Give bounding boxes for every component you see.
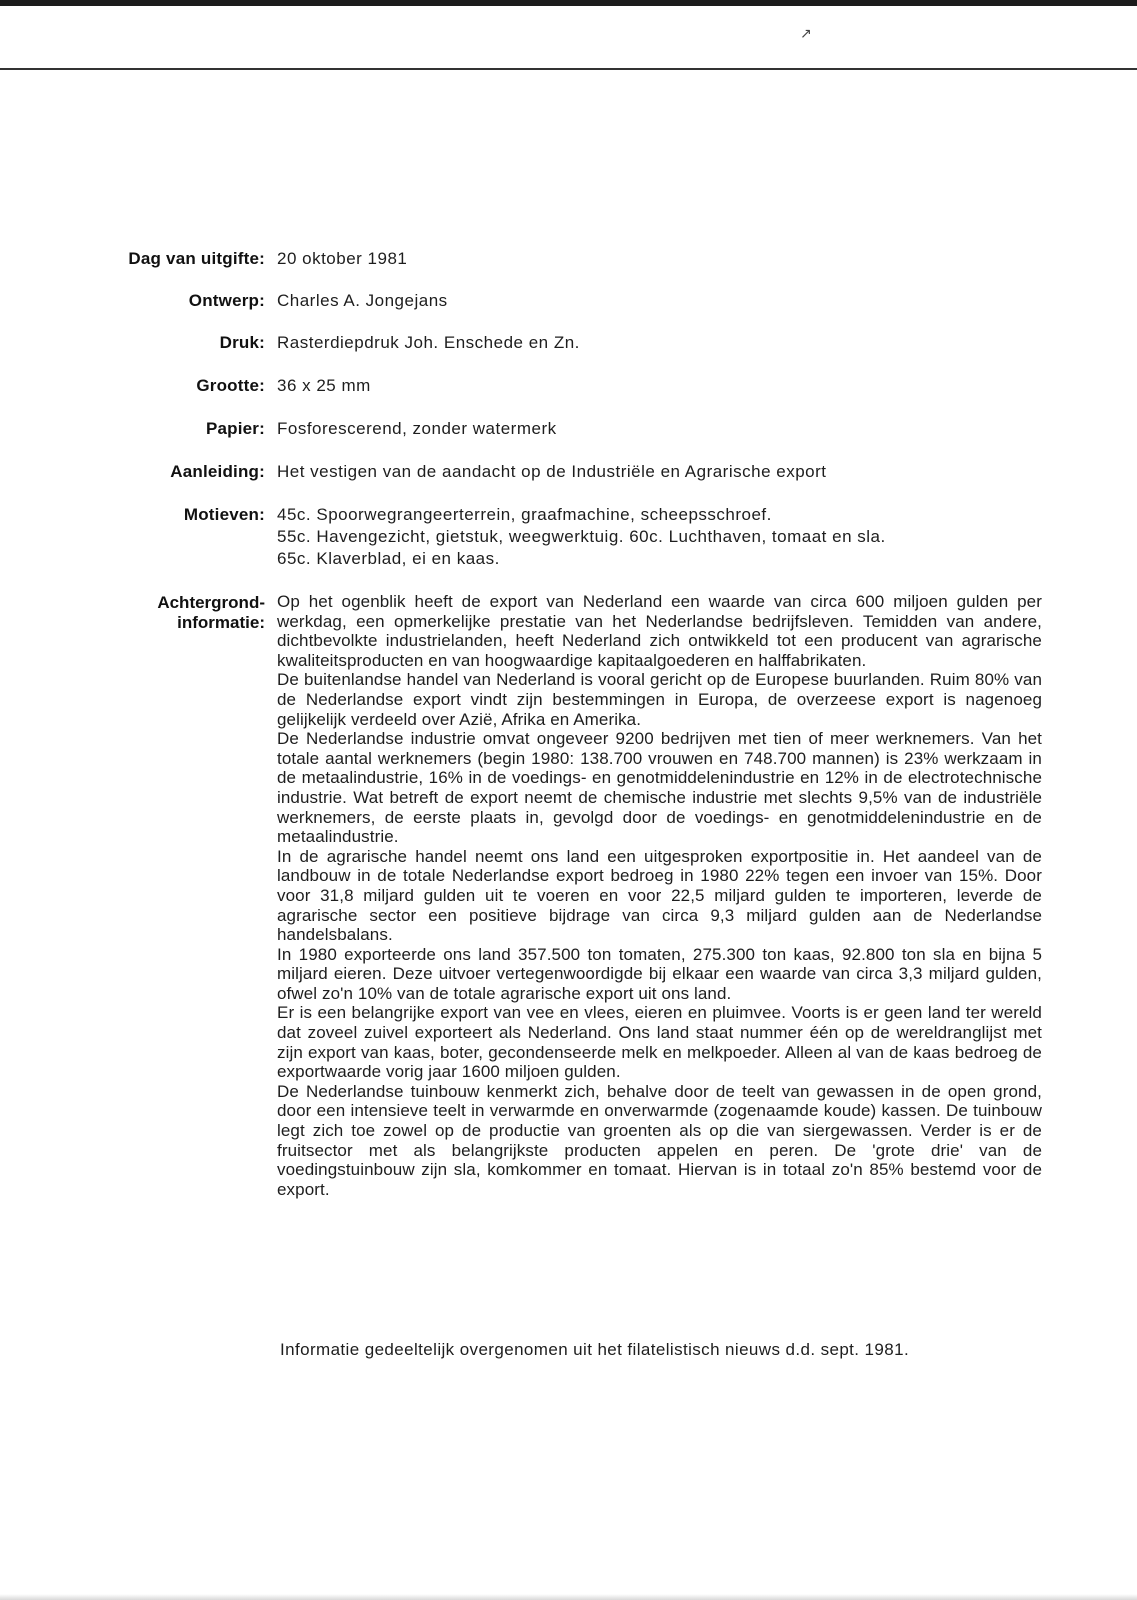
field-label: Druk: [219, 333, 265, 352]
field-motieven [60, 504, 1070, 570]
paragraph: In de agrarische handel neemt ons land een uitgesproken exportpositie in. Het aandeel van de landbouw in de totale Nederlandse export bedroeg in 1980 22% tegen een invoer van 15%. Door voor 31,8 miljard gulden uit te voeren en voor 22,5 miljard gulden te importeren, leverde de agrarische sector een positieve bijdrage van circa 9,3 miljard gulden aan de Nederlandse handelsbalans. [277, 846, 1042, 945]
source-footnote: Informatie gedeeltelijk overgenomen uit het filatelistisch nieuws d.d. sept. 1981. [280, 1340, 910, 1359]
paragraph: In 1980 exporteerde ons land 357.500 ton tomaten, 275.300 ton kaas, 92.800 ton sla en bijna 5 miljard eieren. Deze uitvoer vertegenwoordigde bij elkaar een waarde van circa 3,3 miljard gulden, ofwel zo'n 10% van de totale agrarische export uit ons land. [277, 944, 1042, 1003]
pencil-mark: ↗ [800, 26, 812, 42]
paragraph: De Nederlandse tuinbouw kenmerkt zich, behalve door de teelt van gewassen in de open grond, door een intensieve teelt in verwarmde en onverwarmde (zogenaamde koude) kassen. De tuinbouw legt zich toe zowel op de productie van groenten als op die van siergewassen. Verder is er de fruitsector met als belangrijkste producten appelen en peren. De 'grote drie' van de voedingstuinbouw zijn sla, komkommer en tomaat. Hiervan is in totaal zo'n 85% bestemd voor de export. [277, 1081, 1042, 1199]
field-grootte [60, 375, 1070, 397]
motief-line: 55c. Havengezicht, gietstuk, weegwerktuig. 60c. Luchthaven, tomaat en sla. [277, 527, 886, 546]
motief-line: 45c. Spoorwegrangeerterrein, graafmachine, scheepsschroef. [277, 505, 772, 524]
field-value: 20 oktober 1981 [277, 249, 408, 268]
field-aanleiding [60, 461, 1070, 483]
achtergrond-label [60, 593, 265, 633]
page-top-edge [0, 0, 1137, 6]
page-bottom-edge [0, 1594, 1137, 1600]
field-druk [60, 332, 1070, 354]
field-label: Motieven: [183, 505, 265, 524]
field-value: Charles A. Jongejans [277, 291, 448, 310]
field-value: 36 x 25 mm [277, 376, 371, 395]
motief-line: 65c. Klaverblad, ei en kaas. [277, 549, 500, 568]
field-label: Dag van uitgifte: [128, 249, 265, 268]
field-label: Aanleiding: [170, 462, 265, 481]
field-label: Papier: [205, 419, 265, 438]
field-ontwerp [60, 290, 1070, 312]
achtergrond-label-line: informatie: [177, 613, 265, 632]
field-value: Het vestigen van de aandacht op de Industriële en Agrarische export [277, 462, 827, 481]
field-label: Grootte: [196, 376, 265, 395]
achtergrond-text [277, 592, 1042, 1199]
field-label: Ontwerp: [188, 291, 265, 310]
field-papier [60, 418, 1070, 440]
paragraph: De Nederlandse industrie omvat ongeveer 9200 bedrijven met tien of meer werknemers. Van het totale aantal werknemers (begin 1980: 138.700 vrouwen en 748.700 mannen) is 23% werkzaam in de metaalindustrie, 16% in de voedings- en genotmiddelenindustrie en 12% in de electrotechnische industrie. Wat betreft de export neemt de chemische industrie met slechts 9,5% van de industriële werknemers, de eerste plaats in, gevolgd door de voedings- en genotmiddelenindustrie en de metaalindustrie. [277, 729, 1042, 847]
achtergrond-label-line: Achtergrond- [157, 593, 265, 612]
paragraph: Er is een belangrijke export van vee en vlees, eieren en pluimvee. Voorts is er geen land ter wereld dat zoveel zuivel exporteert als Nederland. Ons land staat nummer één op de wereldranglijst met zijn export van kaas, boter, gecondenseerde melk en melkpoeder. Alleen al van de kaas bedroeg de exportwaarde vorig jaar 1600 miljoen gulden. [277, 1003, 1042, 1082]
field-value: Fosforescerend, zonder watermerk [277, 419, 557, 438]
paragraph: Op het ogenblik heeft de export van Nederland een waarde van circa 600 miljoen gulden per werkdag, een opmerkelijke prestatie van het Nederlandse bedrijfsleven. Temidden van andere, dichtbevolkte industrielanden, heeft Nederland zich ontwikkeld tot een producent van agrarische kwaliteitsproducten en van hoogwaardige kapitaalgoederen en halffabrikaten. [277, 592, 1042, 670]
paragraph: De buitenlandse handel van Nederland is vooral gericht op de Europese buurlanden. Ruim 80% van de Nederlandse export vindt zijn bestemmingen in Europa, de overzeese export is nagenoeg gelijkelijk verdeeld over Azië, Afrika en Amerika. [277, 670, 1042, 729]
field-dag-van-uitgifte [60, 248, 1070, 270]
field-value-motieven [277, 504, 886, 570]
header-rule [0, 68, 1137, 70]
field-value: Rasterdiepdruk Joh. Enschede en Zn. [277, 333, 580, 352]
